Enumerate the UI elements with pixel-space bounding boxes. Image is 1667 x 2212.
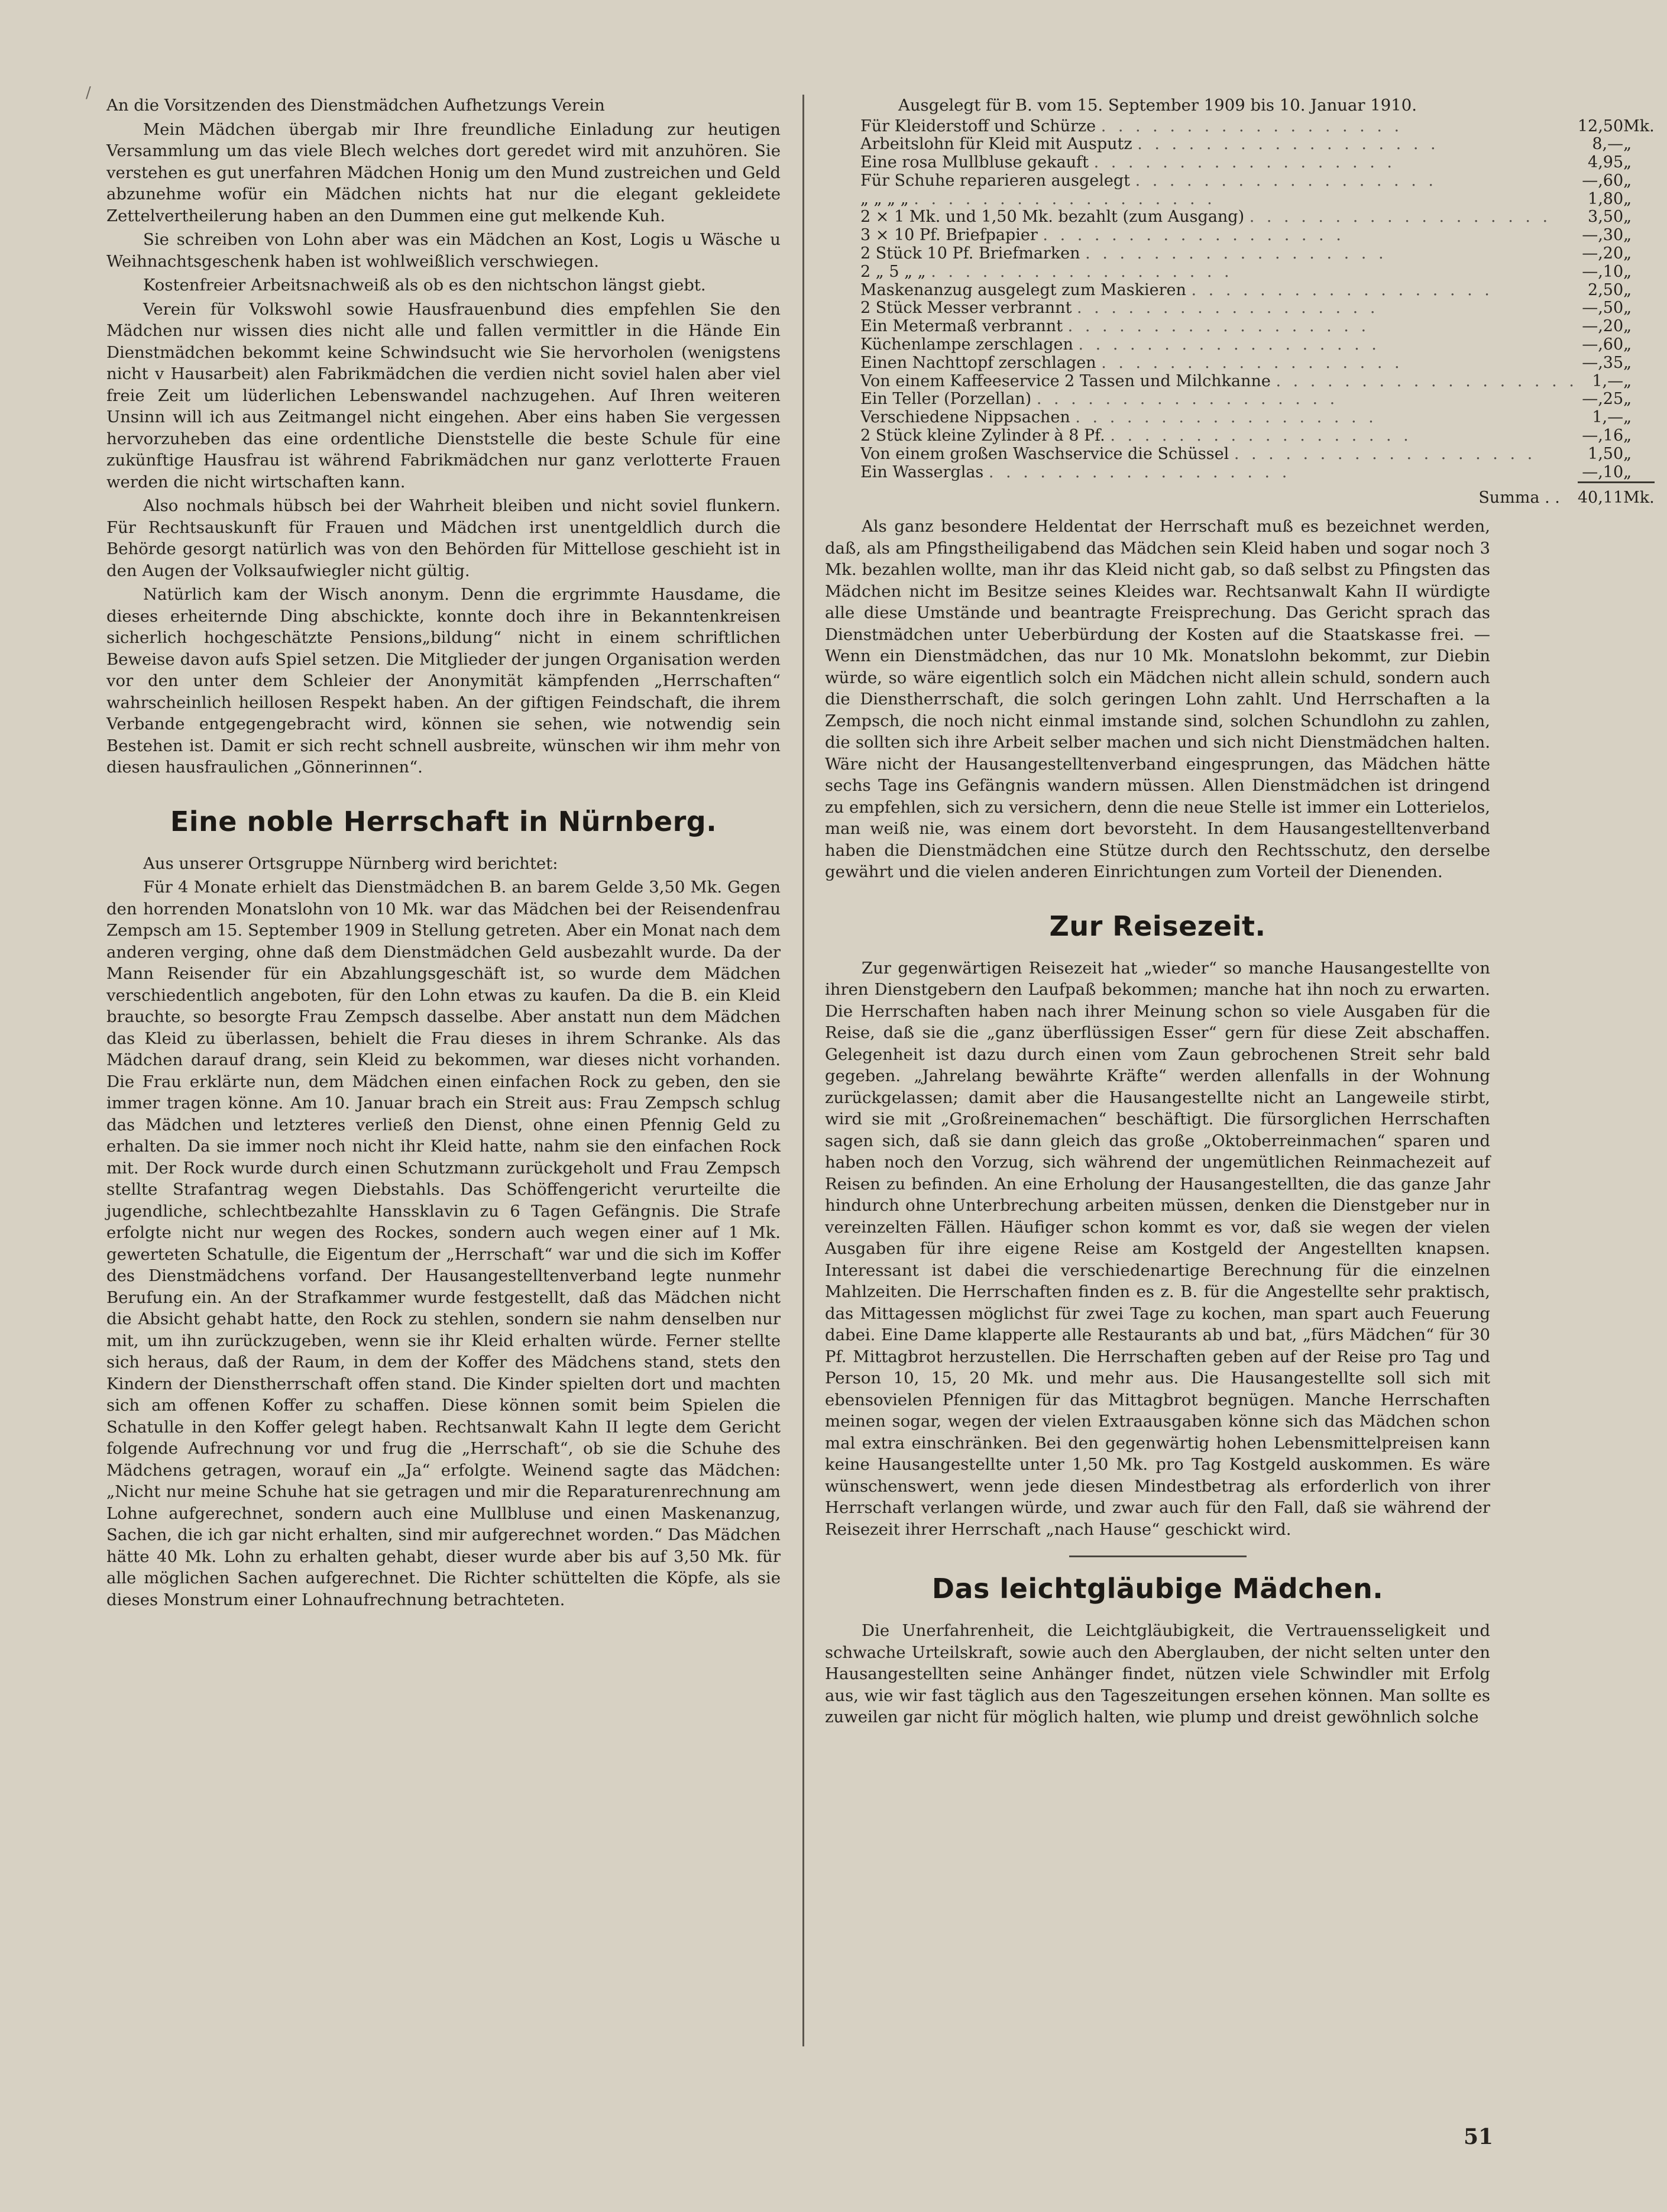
expense-label: 2 „ 5 „ „ . . . . . . . . . . . . . . . . . .: [860, 263, 1233, 281]
article-paragraph: Als ganz besondere Heldentat der Herrschaft muß es bezeichnet werden, daß, als am Pfingstheiligabend das Mädchen sein Kleid haben und sogar noch 3 Mk. bezahlen wollte, man ihr das Kleid nicht gab, so daß selbst zu Pfingsten das Mädchen nicht im Besitze seines Kleides war. Rechtsanwalt Kahn II würdigte alle diese Umstände und beantragte Freisprechung. Das Gericht sprach das Dienstmädchen unter Ueberbürdung der Kosten auf die Staatskasse frei. — Wenn ein Dienstmädchen, das nur 10 Mk. Monatslohn bekommt, zur Diebin würde, so wäre eigentlich solch ein Mädchen nicht allein schuld, sondern auch die Dienstherrschaft, die solch geringen Lohn zahlt. Und Herrschaften a la Zempsch, die noch nicht einmal imstande sind, solchen Schundlohn zu zahlen, die sollten sich ihre Arbeit selber machen und sich nicht Dienstmädchen halten. Wäre nicht der Hausangestelltenverband eingesprungen, das Mädchen hätte sechs Tage ins Gefängnis wandern müssen. Allen Dienstmädchen ist dringend zu empfehlen, sich zu versichern, denn die neue Stelle ist immer ein Lotterielos, man weiß nie, was einem dort bevorsteht. In dem Hausangestelltenverband haben die Dienstmädchen eine Stütze durch den Rechtsschutz, den derselbe gewährt und die vielen anderen Einrichtungen zum Vorteil der Dienenden.: [825, 517, 1490, 882]
expense-unit: „: [1623, 426, 1632, 445]
letter-paragraph: Also nochmals hübsch bei der Wahrheit bleiben und nicht soviel flunkern. Für Rechtsauskunft für Frauen und Mädchen irst unentgeldlich durch die Behörde gesorgt natürlich was von den Behörden für Mittellose geschieht ist in den Augen der Volksaufwiegler nicht gültig.: [106, 496, 781, 580]
right-column: [825, 95, 1655, 1731]
expense-amount: —,10: [1582, 262, 1624, 281]
expense-amount: —,60: [1582, 171, 1624, 190]
letter-paragraph: Mein Mädchen übergab mir Ihre freundliche Einladung zur heutigen Versammlung um das viele Blech welches dort geredet wird mit anzuhören. Sie verstehen es gut unerfahren Mädchen Honig um den Mund zustreichen und Geld abzunehme wofür ein Mädchen nichts hat nur die elegant gekleidete Zettelvertheilerung haben an den Dummen eine gut melkende Kuh.: [106, 119, 781, 225]
expense-row: [860, 299, 1655, 318]
sum-label: Summa . .: [1478, 488, 1560, 507]
commentary-paragraph: Natürlich kam der Wisch anonym. Denn die ergrimmte Hausdame, die dieses erheiternde Ding abschickte, konnte doch ihre in Bekanntenkreisen sicherlich hochgeschätzte Pensions„bildung“ nicht in einem schriftlichen Beweise davon aufs Spiel setzen. Die Mitglieder der jungen Organisation werden vor den unter dem Schleier der Anonymität kämpfenden „Herrschaften“ wahrscheinlich heillosen Respekt haben. An der giftigen Feindschaft, die ihrem Verbande entgegengebracht wird, können sie sehen, wie notwendig sein Bestehen ist. Damit er sich recht schnell ausbreite, wünschen wir ihm mehr von diesen hausfraulichen „Gönnerinnen“.: [106, 585, 781, 777]
expense-row: [860, 208, 1655, 227]
expense-amount: —,60: [1582, 335, 1624, 354]
expense-row: [860, 318, 1655, 336]
expense-table: [860, 118, 1655, 508]
article-paragraph: Die Unerfahrenheit, die Leichtgläubigkeit, die Vertrauensseligkeit und schwache Urteilskraft, sowie auch den Aberglauben, der nicht selten unter den Hausangestellten seine Anhänger findet, nützen viele Schwindler mit Erfolg aus, wie wir fast täglich aus den Tageszeitungen ersehen können. Man sollte es zuweilen gar nicht für möglich halten, wie plump und dreist gewöhnlich solche: [825, 1621, 1490, 1727]
expense-row: [860, 445, 1655, 464]
expense-row: [860, 282, 1655, 300]
expense-label: Von einem Kaffeeservice 2 Tassen und Milchkanne . . . . . . . . . . . . . . . . . .: [860, 372, 1578, 390]
article-heading-leichtglaeubig: Das leichtgläubige Mädchen.: [931, 1573, 1384, 1605]
expense-unit: „: [1623, 226, 1632, 245]
column-rule: [802, 95, 804, 2046]
expense-row: [860, 373, 1655, 391]
expense-amount: 1,—: [1592, 371, 1624, 390]
expense-label: Für Kleiderstoff und Schürze . . . . . . . . . . . . . . . . . .: [860, 117, 1403, 135]
expense-label: Von einem großen Waschservice die Schüssel . . . . . . . . . . . . . . . . . .: [860, 445, 1536, 463]
expense-amount: —,16: [1582, 426, 1624, 445]
expense-sum-row: [860, 483, 1655, 507]
expense-label: Arbeitslohn für Kleid mit Ausputz . . . . . . . . . . . . . . . . . .: [860, 135, 1439, 154]
expense-label: Ein Metermaß verbrannt . . . . . . . . . . . . . . . . . .: [860, 318, 1370, 336]
expense-unit: „: [1623, 189, 1632, 208]
expense-unit: „: [1623, 280, 1632, 299]
expense-amount: —,30: [1582, 226, 1624, 245]
expense-amount: 4,95: [1588, 153, 1624, 172]
expense-amount: 1,80: [1588, 189, 1624, 208]
expense-row: [860, 263, 1655, 282]
expense-label: Verschiedene Nippsachen . . . . . . . . . . . . . . . . . .: [860, 409, 1377, 427]
expense-unit: „: [1623, 390, 1632, 409]
expense-row: [860, 409, 1655, 427]
expense-row: [860, 227, 1655, 245]
expense-unit: „: [1623, 171, 1632, 190]
article-heading-nuernberg: Eine noble Herrschaft in Nürnberg.: [170, 805, 717, 837]
expense-amount: —,10: [1582, 463, 1624, 481]
expense-amount: —,20: [1582, 244, 1624, 263]
expense-label: Ein Teller (Porzellan) . . . . . . . . . . . . . . . . . .: [860, 390, 1339, 409]
expense-amount: 12,50: [1577, 117, 1624, 135]
expense-amount: 1,50: [1588, 444, 1624, 463]
expense-label: 2 Stück Messer verbrannt . . . . . . . . . . . . . . . . . .: [860, 299, 1379, 318]
expense-unit: „: [1623, 208, 1632, 227]
expense-label: Küchenlampe zerschlagen . . . . . . . . . . . . . . . . . .: [860, 336, 1380, 354]
expense-unit: „: [1623, 153, 1632, 172]
expense-label: Einen Nachttopf zerschlagen . . . . . . . . . . . . . . . . . .: [860, 354, 1403, 372]
expense-amount: —,20: [1582, 317, 1624, 336]
left-column: [106, 95, 781, 1613]
expense-amount: —,35: [1582, 353, 1624, 372]
section-divider: [1069, 1555, 1247, 1557]
expense-row: [860, 354, 1655, 373]
expense-row: [860, 245, 1655, 263]
article-heading-reisezeit: Zur Reisezeit.: [1049, 910, 1266, 942]
expense-row: [860, 154, 1655, 172]
expense-label: 2 Stück 10 Pf. Briefmarken . . . . . . . . . . . . . . . . . .: [860, 245, 1387, 263]
expense-list-heading: Ausgelegt für B. vom 15. September 1909 bis 10. Januar 1910.: [898, 96, 1417, 115]
article-paragraph: Zur gegenwärtigen Reisezeit hat „wieder“ so manche Hausangestellte von ihren Dienstgebern den Laufpaß bekommen; manche hat ihn noch zu erwarten. Die Herrschaften haben nach ihrer Meinung schon so viele Ausgaben für die Reise, daß sie die „ganz überflüssigen Esser“ gern für diese Zeit abschaffen. Gelegenheit ist dazu durch einen vom Zaun gebrochenen Streit sehr bald gegeben. „Jahrelang bewährte Kräfte“ werden allenfalls in der Wohnung zurückgelassen; damit aber die Hausangestellte nicht an Langeweile stirbt, wird sie mit „Großreinemachen“ beschäftigt. Die fürsorglichen Herrschaften sagen sich, daß sie dann gleich das große „Oktoberreinmachen“ sparen und haben noch den Vorzug, sich während der ungemütlichen Reinmachezeit auf Reisen zu befinden. An eine Erholung der Hausangestellten, die das ganze Jahr hindurch ohne Unterbrechung arbeiten müssen, denken die Dienstgeber nur in vereinzelten Fällen. Häufiger schon kommt es vor, daß sie wegen der vielen Ausgaben für ihre eigene Reise am Kostgeld der Angestellten knapsen. Interessant ist dabei die verschiedenartige Berechnung für die einzelnen Mahlzeiten. Die Herrschaften finden es z. B. für die Angestellte sehr praktisch, das Mittagessen möglichst für zwei Tage zu kochen, man spart auch Feuerung dabei. Eine Dame klapperte alle Restaurants ab und bat, „fürs Mädchen“ für 30 Pf. Mittagbrot herzustellen. Die Herrschaften geben auf der Reise pro Tag und Person 10, 15, 20 Mk. und mehr aus. Die Hausangestellte soll sich mit ebensovielen Pfennigen für das Mittagbrot begnügen. Manche Herrschaften meinen sogar, wegen der vielen Extraausgaben könne sich das Mädchen schon mal extra einschränken. Bei den gegenwärtig hohen Lebensmittelpreisen kann keine Hausangestellte unter 1,50 Mk. pro Tag Kostgeld auskommen. Es wäre wünschenswert, wenn jede diesen Mindestbetrag als erforderlich von ihrer Herrschaft verlangen würde, und zwar auch für den Fall, daß sie während der Reisezeit ihrer Herrschaft „nach Hause“ geschickt wird.: [825, 958, 1490, 1539]
expense-label: Eine rosa Mullbluse gekauft . . . . . . . . . . . . . . . . . .: [860, 154, 1396, 172]
expense-unit: Mk.: [1623, 117, 1655, 135]
article-intro: Aus unserer Ortsgruppe Nürnberg wird berichtet:: [143, 853, 558, 873]
letter-paragraph: Verein für Volkswohl sowie Hausfrauenbund dies empfehlen Sie den Mädchen nur wissen dies nicht alle und fallen vermittler in die Hände Ein Dienstmädchen bekommt keine Schwindsucht wie Sie hervorholen (wenigstens nicht v Hausarbeit) alen Fabrikmädchen die verdien nicht soviel halen aber viel freie Zeit um lüderlichen Lebenswandel nachzugehen. Auf Ihren weiteren Unsinn will ich aus Zeitmangel nicht eingehen. Aber eins haben Sie vergessen hervorzuheben das eine ordentliche Dienststelle die beste Schule für eine zukünftige Hausfrau ist während Fabrikmädchen nur ganz verlotterte Frauen werden die nicht wirtschaften kann.: [106, 299, 781, 491]
expense-unit: „: [1623, 135, 1632, 154]
expense-unit: „: [1623, 353, 1632, 372]
expense-row: [860, 190, 1655, 209]
expense-label: Maskenanzug ausgelegt zum Maskieren . . . . . . . . . . . . . . . . . .: [860, 281, 1493, 299]
expense-label: Für Schuhe reparieren ausgelegt . . . . . . . . . . . . . . . . . .: [860, 172, 1437, 190]
letter-paragraph: Kostenfreier Arbeitsnachweiß als ob es den nichtschon längst giebt.: [143, 276, 706, 295]
expense-label: 2 × 1 Mk. und 1,50 Mk. bezahlt (zum Ausgang) . . . . . . . . . . . . . . . . . .: [860, 208, 1552, 227]
expense-label: Ein Wasserglas . . . . . . . . . . . . . . . . . .: [860, 463, 1291, 482]
expense-unit: „: [1623, 444, 1632, 463]
expense-row: [860, 464, 1655, 483]
expense-amount: 2,50: [1588, 280, 1624, 299]
letter-paragraph: Sie schreiben von Lohn aber was ein Mädchen an Kost, Logis u Wäsche u Weihnachtsgeschenk haben ist wohlweißlich verschwiegen.: [106, 230, 781, 271]
expense-unit: „: [1623, 317, 1632, 336]
expense-row: [860, 172, 1655, 190]
expense-label: 2 Stück kleine Zylinder à 8 Pf. . . . . . . . . . . . . . . . . . .: [860, 427, 1412, 445]
sum-unit: Mk.: [1623, 483, 1655, 507]
expense-amount: 8,—: [1592, 135, 1624, 154]
expense-unit: „: [1623, 335, 1632, 354]
expense-amount: 3,50: [1588, 208, 1624, 227]
expense-unit: „: [1623, 371, 1632, 390]
expense-unit: „: [1623, 299, 1632, 318]
expense-amount: —,25: [1582, 390, 1624, 409]
expense-row: [860, 135, 1655, 154]
article-paragraph: Für 4 Monate erhielt das Dienstmädchen B. an barem Gelde 3,50 Mk. Gegen den horrenden Monatslohn von 10 Mk. war das Mädchen bei der Reisendenfrau Zempsch am 15. September 1909 in Stellung getreten. Aber ein Monat nach dem anderen verging, ohne daß dem Dienstmädchen Geld ausbezahlt wurde. Da der Mann Reisender für ein Abzahlungsgeschäft ist, so wurde dem Mädchen verschiedentlich angeboten, für den Lohn etwas zu kaufen. Da die B. ein Kleid brauchte, so besorgte Frau Zempsch dasselbe. Aber anstatt nun dem Mädchen das Kleid zu überlassen, behielt die Frau dieses in ihrem Schranke. Als das Mädchen darauf drang, sein Kleid zu bekommen, war dieses nicht vorhanden. Die Frau erklärte nun, dem Mädchen einen einfachen Rock zu geben, den sie immer tragen könne. Am 10. Januar brach ein Streit aus: Frau Zempsch schlug das Mädchen und letzteres verließ den Dienst, ohne einen Pfennig Geld zu erhalten. Da sie immer noch nicht ihr Kleid hatte, nahm sie den einfachen Rock mit. Der Rock wurde durch einen Schutzmann zurückgeholt und Frau Zempsch stellte Strafantrag wegen Diebstahls. Das Schöffengericht verurteilte die jugendliche, schlechtbezahlte Hanssklavin zu 6 Tagen Gefängnis. Die Strafe erfolgte nicht nur wegen des Rockes, sondern auch wegen einer auf 1 Mk. gewerteten Schatulle, die Eigentum der „Herrschaft“ war und die sich im Koffer des Dienstmädchens vorfand. Der Hausangestelltenverband legte nunmehr Berufung ein. An der Strafkammer wurde festgestellt, daß das Mädchen nicht die Absicht gehabt hatte, den Rock zu stehlen, sondern sie nahm denselben nur mit, um ihn zurückzugeben, wenn sie ihr Kleid erhalten würde. Ferner stellte sich heraus, daß der Raum, in dem der Koffer des Mädchens stand, stets den Kindern der Dienstherrschaft offen stand. Die Kinder spielten dort und machten sich am offenen Koffer zu schaffen. Diese können somit beim Spielen die Schatulle in den Koffer gelegt haben. Rechtsanwalt Kahn II legte dem Gericht folgende Aufrechnung vor und frug die „Herrschaft“, ob sie die Schuhe des Mädchens getragen, worauf ein „Ja“ erfolgte. Weinend sagte das Mädchen: „Nicht nur meine Schuhe hat sie getragen und mir die Reparaturenrechnung am Lohne aufgerechnet, sondern auch eine Mullbluse und einen Maskenanzug, Sachen, die ich gar nicht erhalten, sind mir aufgerechnet worden.“ Das Mädchen hätte 40 Mk. Lohn zu erhalten gehabt, dieser wurde aber bis auf 3,50 Mk. für alle möglichen Sachen aufgerechnet. Die Richter schüttelten die Köpfe, als sie dieses Monstrum einer Lohnaufrechnung betrachteten.: [106, 878, 781, 1609]
expense-unit: „: [1623, 408, 1632, 427]
expense-row: [860, 118, 1655, 136]
expense-amount: 1,—: [1592, 408, 1624, 427]
letter-salutation: An die Vorsitzenden des Dienstmädchen Aufhetzungs Verein: [106, 96, 605, 115]
expense-row: [860, 336, 1655, 354]
margin-mark: /: [86, 84, 91, 102]
expense-unit: „: [1623, 244, 1632, 263]
expense-amount: —,50: [1582, 299, 1624, 318]
expense-row: [860, 390, 1655, 409]
expense-label: 3 × 10 Pf. Briefpapier . . . . . . . . . . . . . . . . . .: [860, 227, 1345, 245]
expense-unit: „: [1623, 463, 1632, 481]
expense-label: „ „ „ „ . . . . . . . . . . . . . . . . . .: [860, 190, 1216, 208]
expense-row: [860, 427, 1655, 445]
page-number: 51: [1464, 2124, 1494, 2149]
expense-unit: „: [1623, 262, 1632, 281]
sum-amount: 40,11: [1578, 483, 1623, 507]
